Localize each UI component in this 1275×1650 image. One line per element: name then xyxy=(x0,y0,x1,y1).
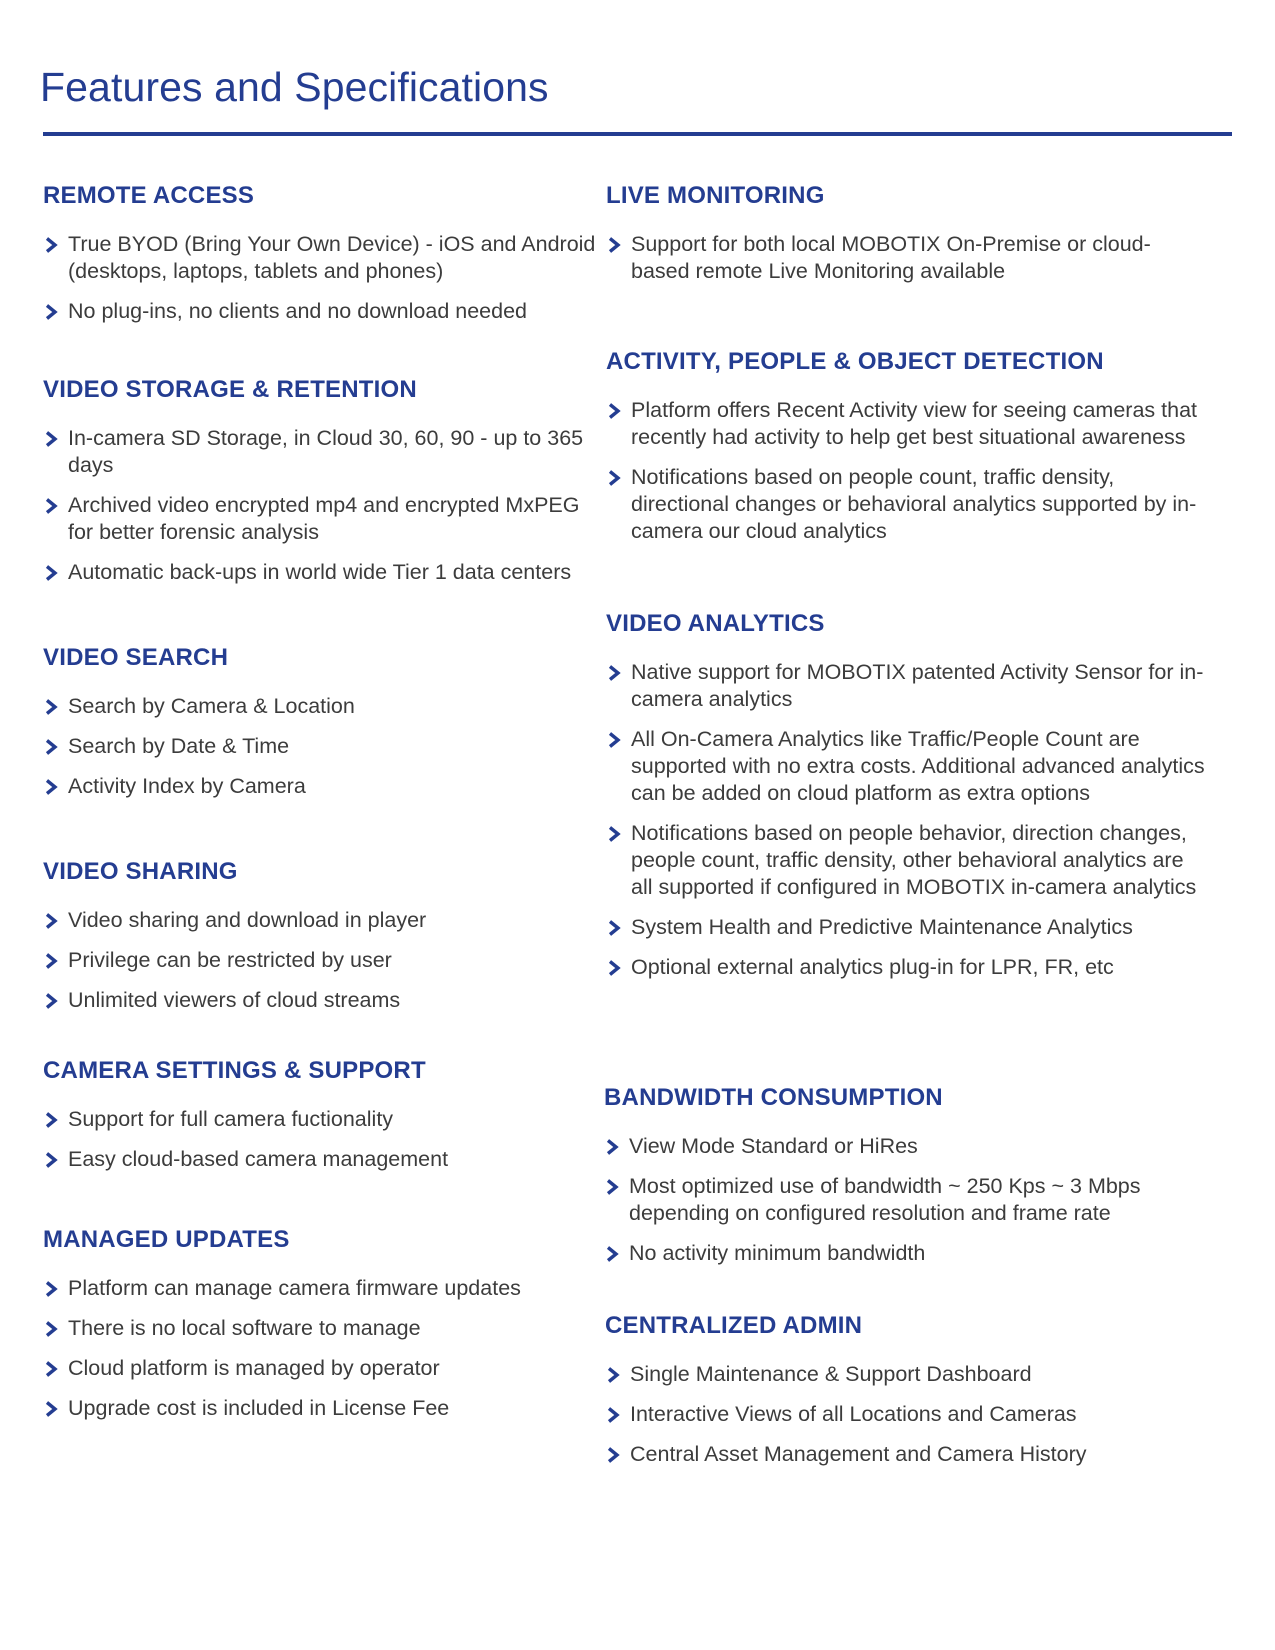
list-item xyxy=(606,231,1206,285)
chevron-right-icon xyxy=(608,470,622,486)
chevron-right-icon xyxy=(45,699,59,715)
list-item xyxy=(43,1106,603,1133)
list-item xyxy=(43,1146,603,1173)
chevron-right-icon xyxy=(45,565,59,581)
bullet-list xyxy=(43,907,603,1014)
chevron-right-icon xyxy=(45,237,59,253)
bullet-list xyxy=(605,1361,1205,1468)
list-item-text: Support for both local MOBOTIX On-Premise or cloud-based remote Live Monitoring available xyxy=(631,232,1151,283)
list-item-text: All On-Camera Analytics like Traffic/People Count are supported with no extra costs. Additional advanced analytics can be added on cloud platform as extra options xyxy=(631,727,1205,805)
list-item xyxy=(606,820,1206,901)
list-item-text: Optional external analytics plug-in for LPR, FR, etc xyxy=(631,955,1114,979)
bullet-list xyxy=(43,1106,603,1173)
section-heading: CAMERA SETTINGS & SUPPORT xyxy=(43,1057,426,1084)
list-item-text: There is no local software to manage xyxy=(68,1316,421,1340)
list-item-text: In-camera SD Storage, in Cloud 30, 60, 90 - up to 365 days xyxy=(68,426,584,477)
chevron-right-icon xyxy=(45,1281,59,1297)
section-live-monitoring xyxy=(606,181,1206,298)
chevron-right-icon xyxy=(45,431,59,447)
list-item xyxy=(604,1133,1204,1160)
list-item xyxy=(606,659,1206,713)
list-item xyxy=(43,987,603,1014)
list-item-text: Archived video encrypted mp4 and encrypted MxPEG for better forensic analysis xyxy=(68,493,580,544)
chevron-right-icon xyxy=(608,826,622,842)
list-item-text: Search by Camera & Location xyxy=(68,694,355,718)
chevron-right-icon xyxy=(608,403,622,419)
bullet-list xyxy=(606,659,1206,981)
chevron-right-icon xyxy=(606,1139,620,1155)
list-item-text: Support for full camera fuctionality xyxy=(68,1107,394,1131)
chevron-right-icon xyxy=(45,953,59,969)
bullet-list xyxy=(43,693,603,800)
list-item xyxy=(43,907,603,934)
list-item xyxy=(605,1441,1205,1468)
section-heading: VIDEO STORAGE & RETENTION xyxy=(43,376,417,403)
list-item-text: Unlimited viewers of cloud streams xyxy=(68,988,401,1012)
list-item xyxy=(43,298,603,325)
list-item xyxy=(606,954,1206,981)
section-heading: BANDWIDTH CONSUMPTION xyxy=(604,1084,943,1111)
list-item xyxy=(43,733,603,760)
chevron-right-icon xyxy=(607,1367,621,1383)
list-item-text: System Health and Predictive Maintenance Analytics xyxy=(631,915,1133,939)
list-item xyxy=(43,492,603,546)
list-item xyxy=(606,464,1206,545)
chevron-right-icon xyxy=(606,1179,620,1195)
list-item xyxy=(606,726,1206,807)
list-item xyxy=(43,947,603,974)
bullet-list xyxy=(604,1133,1204,1267)
section-managed-updates xyxy=(43,1225,603,1435)
section-centralized-admin xyxy=(605,1311,1205,1481)
chevron-right-icon xyxy=(608,732,622,748)
list-item-text: Cloud platform is managed by operator xyxy=(68,1356,440,1380)
list-item xyxy=(605,1361,1205,1388)
list-item-text: Single Maintenance & Support Dashboard xyxy=(630,1362,1032,1386)
section-heading: VIDEO SEARCH xyxy=(43,644,229,671)
chevron-right-icon xyxy=(45,779,59,795)
list-item xyxy=(43,1355,603,1382)
chevron-right-icon xyxy=(607,1447,621,1463)
section-heading: CENTRALIZED ADMIN xyxy=(605,1312,863,1339)
list-item-text: Platform offers Recent Activity view for seeing cameras that recently had activity to help get best situational awareness xyxy=(631,398,1198,449)
list-item-text: True BYOD (Bring Your Own Device) - iOS and Android (desktops, laptops, tablets and phones) xyxy=(68,232,596,283)
list-item-text: Most optimized use of bandwidth ~ 250 Kps ~ 3 Mbps depending on configured resolution and frame rate xyxy=(629,1174,1141,1225)
chevron-right-icon xyxy=(45,1361,59,1377)
chevron-right-icon xyxy=(45,739,59,755)
chevron-right-icon xyxy=(45,1152,59,1168)
chevron-right-icon xyxy=(608,665,622,681)
section-video-storage-retention xyxy=(43,375,603,599)
chevron-right-icon xyxy=(45,304,59,320)
list-item-text: No plug-ins, no clients and no download needed xyxy=(68,299,527,323)
chevron-right-icon xyxy=(608,920,622,936)
bullet-list xyxy=(606,231,1206,285)
section-heading: MANAGED UPDATES xyxy=(43,1226,290,1253)
bullet-list xyxy=(606,397,1206,545)
chevron-right-icon xyxy=(45,1112,59,1128)
list-item xyxy=(606,397,1206,451)
list-item xyxy=(43,1275,603,1302)
chevron-right-icon xyxy=(45,913,59,929)
list-item xyxy=(605,1401,1205,1428)
section-heading: ACTIVITY, PEOPLE & OBJECT DETECTION xyxy=(606,348,1104,375)
page-title: Features and Specifications xyxy=(40,64,549,110)
list-item-text: Search by Date & Time xyxy=(68,734,290,758)
section-heading: VIDEO SHARING xyxy=(43,858,238,885)
list-item-text: No activity minimum bandwidth xyxy=(629,1241,926,1265)
list-item-text: Easy cloud-based camera management xyxy=(68,1147,449,1171)
list-item-text: Activity Index by Camera xyxy=(68,774,306,798)
list-item xyxy=(43,773,603,800)
list-item xyxy=(606,914,1206,941)
section-video-sharing xyxy=(43,857,603,1027)
section-activity-people-object-detection xyxy=(606,347,1206,558)
section-camera-settings-support xyxy=(43,1056,603,1186)
list-item-text: View Mode Standard or HiRes xyxy=(629,1134,918,1158)
list-item-text: Notifications based on people count, traffic density, directional changes or behavioral analytics supported by in-camera our cloud analytics xyxy=(631,465,1197,543)
chevron-right-icon xyxy=(45,1321,59,1337)
section-video-search xyxy=(43,643,603,813)
list-item-text: Central Asset Management and Camera History xyxy=(630,1442,1087,1466)
list-item xyxy=(43,693,603,720)
list-item-text: Upgrade cost is included in License Fee xyxy=(68,1396,450,1420)
chevron-right-icon xyxy=(607,1407,621,1423)
list-item-text: Platform can manage camera firmware updates xyxy=(68,1276,521,1300)
list-item xyxy=(43,1395,603,1422)
section-remote-access xyxy=(43,181,603,338)
section-heading: REMOTE ACCESS xyxy=(43,182,255,209)
list-item-text: Notifications based on people behavior, direction changes, people count, traffic density, other behavioral analytics are all supported if configured in MOBOTIX in-camera analytics xyxy=(631,821,1197,899)
bullet-list xyxy=(43,1275,603,1422)
section-heading: VIDEO ANALYTICS xyxy=(606,610,825,637)
list-item-text: Interactive Views of all Locations and Cameras xyxy=(630,1402,1077,1426)
list-item xyxy=(604,1173,1204,1227)
chevron-right-icon xyxy=(606,1246,620,1262)
chevron-right-icon xyxy=(45,993,59,1009)
list-item xyxy=(43,425,603,479)
chevron-right-icon xyxy=(608,960,622,976)
list-item xyxy=(43,559,603,586)
list-item-text: Native support for MOBOTIX patented Activity Sensor for in-camera analytics xyxy=(631,660,1204,711)
chevron-right-icon xyxy=(608,237,622,253)
chevron-right-icon xyxy=(45,498,59,514)
chevron-right-icon xyxy=(45,1401,59,1417)
list-item-text: Video sharing and download in player xyxy=(68,908,427,932)
bullet-list xyxy=(43,231,603,325)
section-video-analytics xyxy=(606,609,1206,994)
section-heading: LIVE MONITORING xyxy=(606,182,825,209)
list-item xyxy=(43,1315,603,1342)
section-bandwidth-consumption xyxy=(604,1083,1204,1280)
list-item-text: Automatic back-ups in world wide Tier 1 data centers xyxy=(68,560,572,584)
bullet-list xyxy=(43,425,603,586)
list-item-text: Privilege can be restricted by user xyxy=(68,948,392,972)
title-divider xyxy=(43,132,1232,136)
list-item xyxy=(43,231,603,285)
list-item xyxy=(604,1240,1204,1267)
